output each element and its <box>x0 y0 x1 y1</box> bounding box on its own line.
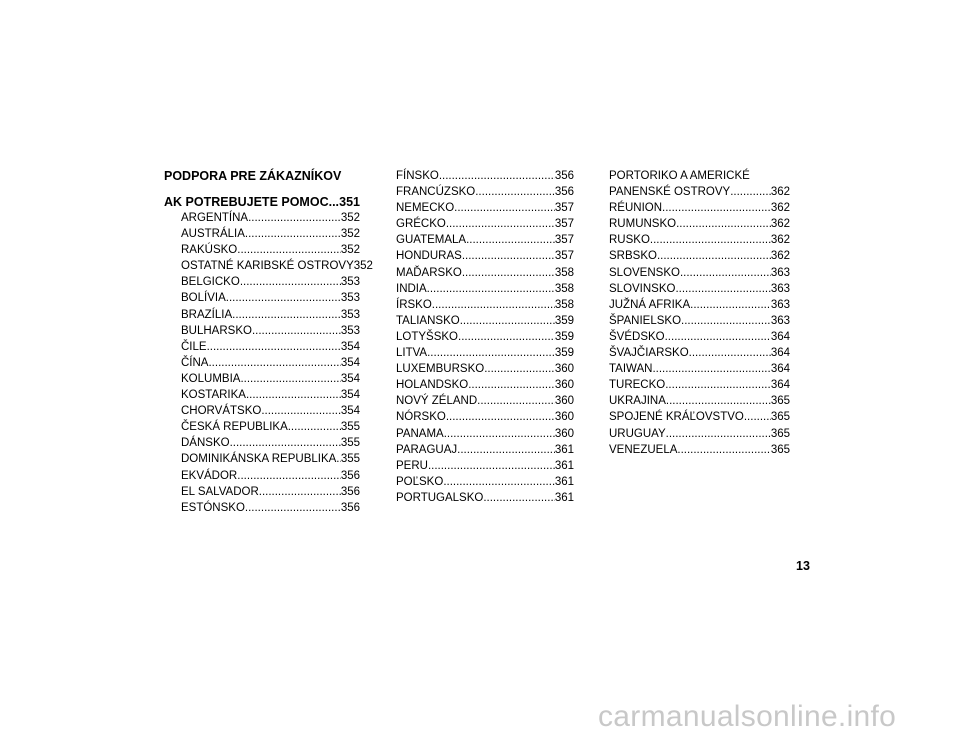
toc-entry-page: 365 <box>770 395 790 408</box>
leader-dots <box>690 297 771 313</box>
leader-dots <box>245 226 341 242</box>
leader-dots <box>245 500 341 516</box>
leader-dots <box>460 313 555 329</box>
toc-entry[interactable] <box>396 409 574 425</box>
toc-entry-label: ČÍNA <box>181 356 209 369</box>
toc-entry[interactable] <box>181 419 360 435</box>
toc-entry-label: INDIA <box>396 282 427 295</box>
toc-entry-label: MAĎARSKO <box>396 266 462 279</box>
toc-entry-page: 365 <box>770 411 790 424</box>
leader-dots <box>675 281 770 297</box>
toc-entry[interactable] <box>181 274 360 290</box>
toc-entry-label: LITVA <box>396 347 428 360</box>
toc-entry-page: 357 <box>554 202 574 215</box>
toc-entry-label: ŠPANIELSKO <box>609 314 682 327</box>
toc-entry-label: DÁNSKO <box>181 437 230 450</box>
toc-entry[interactable] <box>181 307 360 323</box>
leader-dots <box>226 290 341 306</box>
toc-entry[interactable] <box>181 226 360 242</box>
toc-entry[interactable] <box>181 290 360 306</box>
toc-entry-page: 352 <box>340 212 360 224</box>
toc-entry-page: 356 <box>340 485 360 498</box>
toc-entry[interactable] <box>396 458 574 474</box>
toc-entry-label: PORTUGALSKO <box>396 491 484 504</box>
leader-dots <box>428 458 555 474</box>
toc-entry-label: HONDURAS <box>396 250 462 263</box>
toc-entry-label: ÍRSKO <box>396 298 432 311</box>
toc-entry-label: KOLUMBIA <box>181 372 241 385</box>
toc-entry-page: 352 <box>353 260 373 273</box>
toc-entry-label: NÓRSKO <box>396 411 446 424</box>
leader-dots <box>477 393 555 409</box>
toc-entry-label: RÉUNION <box>609 202 663 215</box>
toc-entry[interactable] <box>181 258 373 274</box>
toc-entry[interactable] <box>609 426 790 442</box>
toc-entry-page: 354 <box>340 340 360 353</box>
toc-entry-label: SRBSKO <box>609 250 657 263</box>
leader-dots <box>446 409 555 425</box>
toc-entry-label: CHORVÁTSKO <box>181 405 262 418</box>
toc-entry-label: FRANCÚZSKO <box>396 186 476 199</box>
toc-entry-label: EL SALVADOR <box>181 485 259 498</box>
toc-entry-page: 361 <box>554 475 574 488</box>
leader-dots <box>454 200 555 216</box>
toc-entry[interactable] <box>396 248 574 264</box>
toc-entry-page: 364 <box>770 379 790 392</box>
leader-dots <box>288 419 341 435</box>
leader-dots <box>680 265 771 281</box>
leader-dots <box>666 393 771 409</box>
toc-entry[interactable] <box>181 451 360 467</box>
toc-entry-page: 364 <box>770 347 790 360</box>
leader-dots <box>248 210 341 226</box>
toc-entry[interactable] <box>396 168 574 184</box>
toc-entry[interactable] <box>396 297 574 313</box>
toc-entry-label: RUMUNSKO <box>609 218 677 231</box>
toc-entry-page: 360 <box>554 363 574 376</box>
toc-entry-label: BELGICKO <box>181 276 240 289</box>
toc-entry[interactable] <box>181 468 360 484</box>
toc-entry-label: RAKÚSKO <box>181 244 238 257</box>
toc-entry[interactable] <box>396 345 574 361</box>
toc-entry[interactable] <box>609 313 790 329</box>
leader-dots <box>432 297 555 313</box>
toc-entry-page: 364 <box>770 330 790 343</box>
leader-dots <box>458 329 555 345</box>
toc-entry[interactable] <box>396 361 574 377</box>
toc-entry-label: POĽSKO <box>396 475 444 488</box>
toc-entry[interactable] <box>609 329 790 345</box>
toc-entry-page: 362 <box>770 202 790 215</box>
leader-dots <box>677 442 770 458</box>
leader-dots <box>240 371 340 387</box>
toc-entry[interactable] <box>181 242 360 258</box>
toc-entry-page: 353 <box>340 324 360 337</box>
toc-entry-label: UKRAJINA <box>609 395 666 408</box>
toc-entry-label: ESTÓNSKO <box>181 501 245 514</box>
toc-entry[interactable] <box>396 265 574 281</box>
toc-entry[interactable] <box>609 377 790 393</box>
toc-entry[interactable] <box>609 409 790 425</box>
toc-entry-label: PERU <box>396 459 428 472</box>
toc-entry[interactable] <box>181 355 360 371</box>
leader-dots <box>475 184 555 200</box>
toc-entry-page: 361 <box>554 491 574 504</box>
leader-dots <box>208 355 340 371</box>
toc-entry-label: VENEZUELA <box>609 443 678 456</box>
toc-entry-page: 360 <box>554 427 574 440</box>
toc-entry-page: 360 <box>554 395 574 408</box>
toc-entry-label: HOLANDSKO <box>396 379 469 392</box>
toc-entry-page: 359 <box>554 347 574 360</box>
leader-dots <box>444 426 555 442</box>
toc-entry-label: DOMINIKÁNSKA REPUBLIKA <box>181 453 337 466</box>
toc-entry-page: 358 <box>554 298 574 311</box>
toc-entry[interactable] <box>609 361 790 377</box>
leader-dots <box>665 329 771 345</box>
toc-entry-label: LOTYŠSKO <box>396 330 458 343</box>
toc-entry-page: 356 <box>554 186 574 199</box>
toc-entry-label: PARAGUAJ <box>396 443 458 456</box>
toc-entry[interactable] <box>181 500 360 516</box>
toc-entry[interactable] <box>609 297 790 313</box>
toc-entry-page: 363 <box>770 266 790 279</box>
page-number: 13 <box>796 559 810 573</box>
toc-entry-page: 358 <box>554 282 574 295</box>
toc-entry-page: 355 <box>340 453 360 466</box>
toc-entry[interactable] <box>396 232 574 248</box>
toc-entry[interactable] <box>609 200 790 216</box>
toc-entry-label: KOSTARIKA <box>181 389 246 402</box>
toc-entry-page: 356 <box>340 501 360 514</box>
toc-main-entry-page: 351 <box>339 195 360 209</box>
toc-entry-page: 357 <box>554 250 574 263</box>
toc-entry-label: BULHARSKO <box>181 324 252 337</box>
toc-entry-label: ČESKÁ REPUBLIKA <box>181 421 288 434</box>
toc-entry-page: 352 <box>340 228 360 241</box>
toc-entry-label: ŠVÉDSKO <box>609 330 665 343</box>
toc-entry[interactable] <box>181 387 360 403</box>
toc-entry[interactable] <box>396 490 574 506</box>
toc-entry-label: TURECKO <box>609 379 666 392</box>
toc-list-2 <box>396 168 574 506</box>
toc-entry-label: BRAZÍLIA <box>181 308 233 321</box>
watermark: carmanualsonline.info <box>598 700 897 733</box>
leader-dots <box>665 377 771 393</box>
leader-dots <box>689 345 771 361</box>
leader-dots <box>443 474 555 490</box>
toc-column-3 <box>609 168 790 458</box>
leader-dots <box>232 307 341 323</box>
toc-entry-label: GRÉCKO <box>396 218 446 231</box>
toc-entry[interactable] <box>181 339 360 355</box>
toc-entry-page: 364 <box>770 363 790 376</box>
toc-entry[interactable] <box>396 329 574 345</box>
toc-entry-label: ČILE <box>181 340 207 353</box>
leader-dots <box>427 345 555 361</box>
toc-entry[interactable] <box>609 393 790 409</box>
toc-entry-label: NEMECKO <box>396 202 455 215</box>
toc-main-entry[interactable] <box>164 194 360 210</box>
toc-entry-label: AUSTRÁLIA <box>181 228 245 241</box>
toc-entry-label: GUATEMALA <box>396 234 467 247</box>
toc-entry[interactable] <box>609 442 790 458</box>
toc-entry-label: SLOVENSKO <box>609 266 680 279</box>
toc-entry-continued-label: PORTORIKO A AMERICKÉ <box>609 170 750 182</box>
toc-entry-label: ARGENTÍNA <box>181 212 249 224</box>
leader-dots <box>657 248 771 264</box>
toc-entry[interactable] <box>609 281 790 297</box>
toc-entry-label: OSTATNÉ KARIBSKÉ OSTROVY <box>181 260 354 273</box>
toc-entry-page: 357 <box>554 218 574 231</box>
leader-dots <box>237 242 341 258</box>
toc-entry-page: 361 <box>554 459 574 472</box>
toc-entry-page: 363 <box>770 282 790 295</box>
toc-entry-page: 352 <box>340 244 360 257</box>
toc-entry-page: 354 <box>340 405 360 418</box>
toc-entry[interactable] <box>609 345 790 361</box>
toc-entry[interactable] <box>181 403 360 419</box>
toc-entry-page: 360 <box>554 411 574 424</box>
toc-entry-label: SLOVINSKO <box>609 282 676 295</box>
toc-entry-page: 355 <box>340 437 360 450</box>
toc-entry-page: 357 <box>554 234 574 247</box>
leader-dots <box>466 232 555 248</box>
toc-entry-label: URUGUAY <box>609 427 666 440</box>
toc-list-3 <box>609 184 790 458</box>
toc-entry-label: TAIWAN <box>609 363 653 376</box>
leader-dots <box>681 313 771 329</box>
toc-entry-page: 365 <box>770 443 790 456</box>
toc-entry-label: NOVÝ ZÉLAND <box>396 395 478 408</box>
toc-entry-page: 353 <box>340 276 360 289</box>
toc-entry[interactable] <box>396 313 574 329</box>
toc-entry[interactable] <box>181 484 360 500</box>
toc-entry[interactable] <box>396 200 574 216</box>
toc-entry-label: BOLÍVIA <box>181 292 226 305</box>
toc-entry[interactable] <box>396 377 574 393</box>
toc-entry[interactable] <box>609 265 790 281</box>
leader-dots <box>666 426 771 442</box>
toc-main-entry-label: AK POTREBUJETE POMOC <box>164 195 329 209</box>
leader-dots <box>207 339 341 355</box>
toc-entry[interactable] <box>609 248 790 264</box>
toc-entry-label: FÍNSKO <box>396 170 439 182</box>
leader-dots <box>484 361 555 377</box>
toc-entry-page: 365 <box>770 427 790 440</box>
toc-entry-page: 355 <box>340 421 360 434</box>
leader-dots <box>730 184 771 200</box>
toc-column-1 <box>164 168 373 516</box>
toc-entry-label: ŠVAJČIARSKO <box>609 347 689 360</box>
toc-entry-page: 359 <box>554 314 574 327</box>
leader-dots <box>744 409 771 425</box>
section-title: PODPORA PRE ZÁKAZNÍKOV <box>164 169 342 183</box>
toc-entry[interactable] <box>396 184 574 200</box>
toc-list-1 <box>164 210 373 516</box>
toc-entry-label: EKVÁDOR <box>181 469 238 482</box>
toc-entry[interactable] <box>609 232 790 248</box>
toc-entry-page: 353 <box>340 308 360 321</box>
leader-dots <box>240 274 341 290</box>
leader-dots <box>483 490 554 506</box>
toc-entry[interactable] <box>181 435 360 451</box>
leader-dots <box>439 168 555 184</box>
leader-dots <box>246 387 341 403</box>
leader-dots <box>427 281 555 297</box>
leader-dots <box>462 248 555 264</box>
leader-dots <box>259 484 341 500</box>
toc-entry-label: TALIANSKO <box>396 314 460 327</box>
toc-entry-page: 353 <box>340 292 360 305</box>
toc-entry-label: RUSKO <box>609 234 650 247</box>
toc-entry-page: 362 <box>770 250 790 263</box>
toc-entry[interactable] <box>396 281 574 297</box>
toc-entry-page: 360 <box>554 379 574 392</box>
toc-entry-page: 359 <box>554 330 574 343</box>
leader-dots <box>662 200 771 216</box>
leader-dots <box>652 361 770 377</box>
toc-entry-page: 361 <box>554 443 574 456</box>
toc-entry-label: PANAMA <box>396 427 444 440</box>
leader-dots <box>230 435 341 451</box>
toc-entry-page: 356 <box>340 469 360 482</box>
toc-entry[interactable] <box>396 442 574 458</box>
toc-entry-label: SPOJENÉ KRÁĽOVSTVO <box>609 411 744 424</box>
leader-dots <box>462 265 555 281</box>
toc-entry-page: 362 <box>770 186 790 199</box>
leader-dots <box>468 377 555 393</box>
toc-entry-page: 354 <box>340 372 360 385</box>
toc-entry[interactable] <box>181 323 360 339</box>
leader-dots <box>650 232 771 248</box>
toc-entry-page: 356 <box>554 170 574 182</box>
leader-dots <box>676 216 771 232</box>
toc-column-2 <box>396 168 574 506</box>
toc-entry-page: 362 <box>770 218 790 231</box>
toc-entry[interactable] <box>609 216 790 232</box>
toc-entry[interactable] <box>396 426 574 442</box>
toc-entry-label: LUXEMBURSKO <box>396 363 485 376</box>
leader-dots <box>446 216 555 232</box>
toc-entry-page: 358 <box>554 266 574 279</box>
toc-entry-label: PANENSKÉ OSTROVY <box>609 186 731 199</box>
toc-entry-label: JUŽNÁ AFRIKA <box>609 298 691 311</box>
toc-entry-page: 354 <box>340 389 360 402</box>
toc-entry-page: 354 <box>340 356 360 369</box>
toc-entry[interactable] <box>181 210 360 226</box>
toc-entry[interactable] <box>181 371 360 387</box>
toc-entry-page: 363 <box>770 298 790 311</box>
toc-entry[interactable] <box>396 474 574 490</box>
leader-dots <box>457 442 555 458</box>
toc-entry[interactable] <box>396 393 574 409</box>
leader-dots <box>237 468 341 484</box>
leader-dots <box>261 403 341 419</box>
leader-dots <box>252 323 341 339</box>
toc-entry[interactable] <box>396 216 574 232</box>
toc-entry-page: 363 <box>770 314 790 327</box>
toc-entry-page: 362 <box>770 234 790 247</box>
leader-dots <box>329 194 340 210</box>
toc-entry[interactable] <box>609 184 790 200</box>
